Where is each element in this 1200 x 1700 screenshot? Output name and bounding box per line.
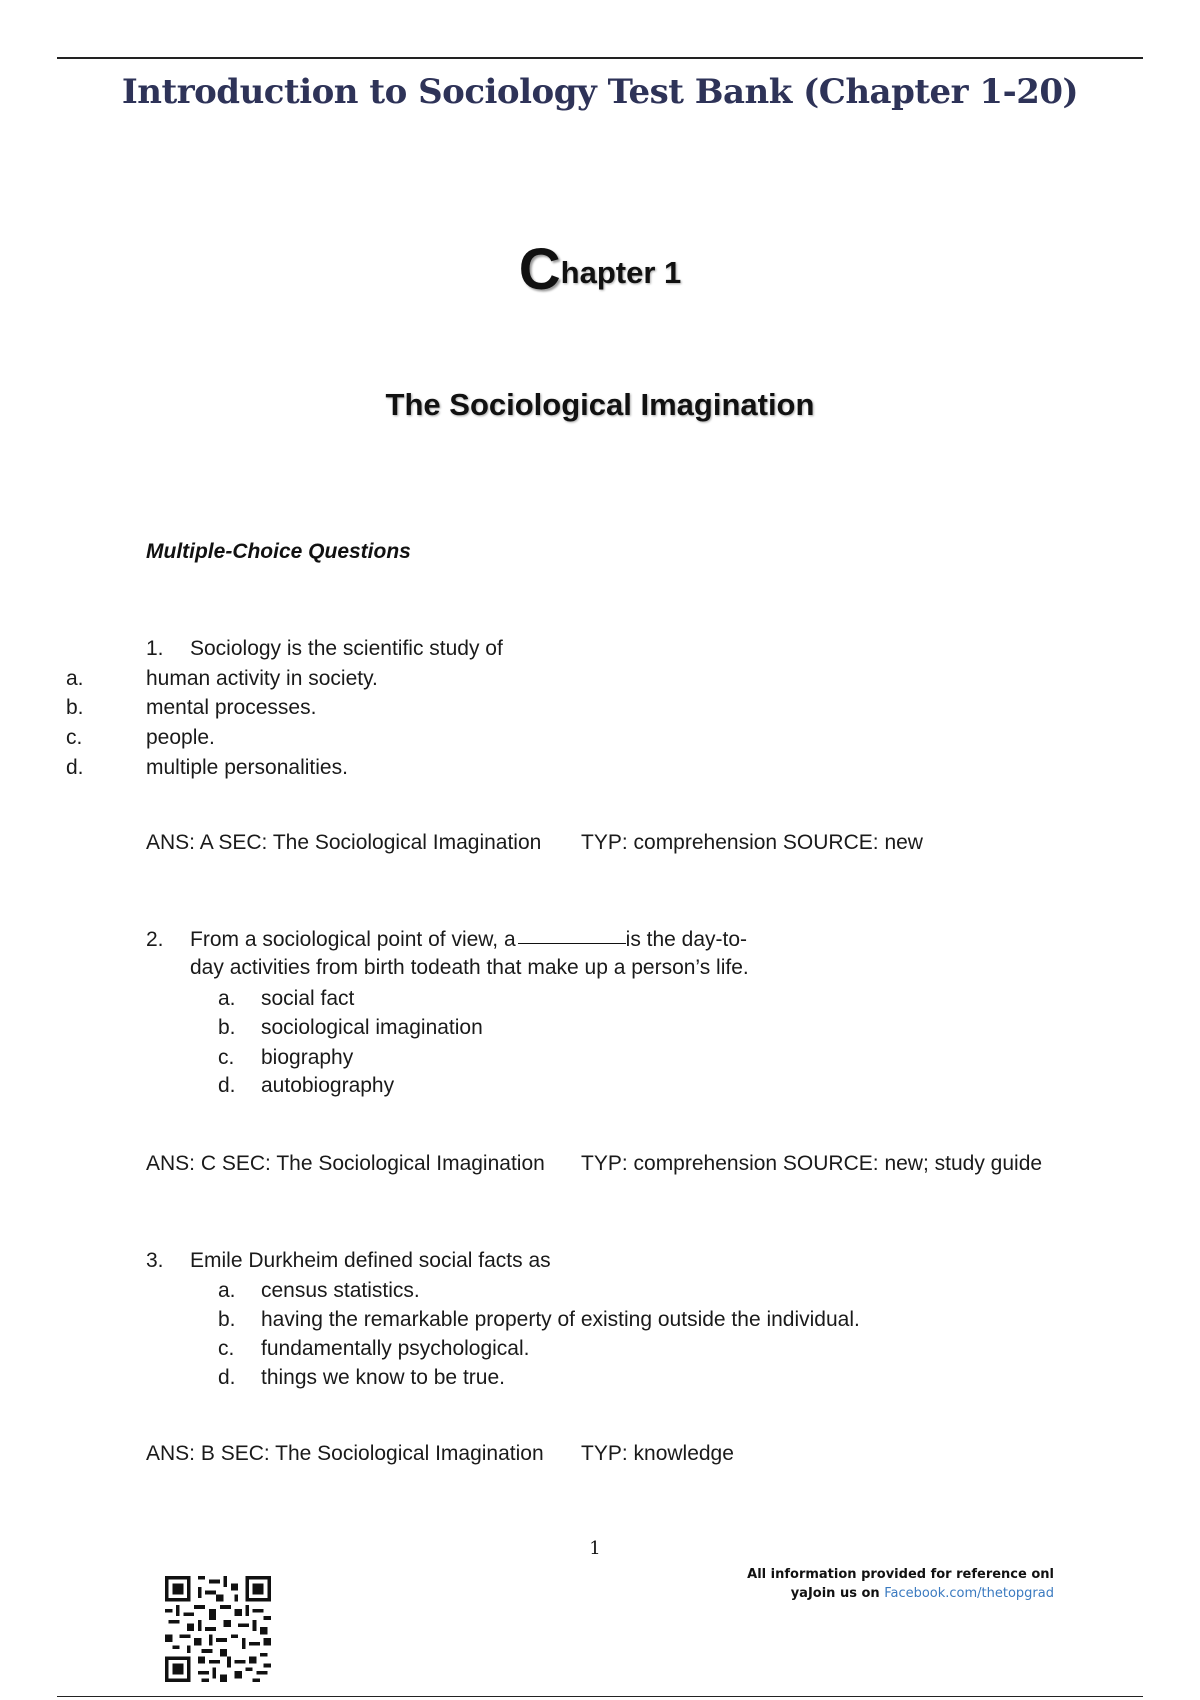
chapter-subtitle: The Sociological Imagination <box>385 387 815 422</box>
q3-option-b-text: having the remarkable property of existing outside the individual. <box>261 1308 860 1331</box>
question-3-number: 3. <box>146 1249 164 1272</box>
page-number: 1 <box>589 1538 601 1559</box>
q1-option-a-text: human activity in society. <box>146 667 378 690</box>
q3-option-c-label: c. <box>218 1337 235 1360</box>
q2-option-c-text: biography <box>261 1046 354 1069</box>
document-title: Introduction to Sociology Test Bank (Chapter 1-20) <box>121 72 1079 112</box>
q1-option-b-text: mental processes. <box>146 696 317 719</box>
section-heading: Multiple-Choice Questions <box>146 540 411 563</box>
question-2-text <box>190 928 747 952</box>
q2-option-d-label: d. <box>218 1074 236 1097</box>
q1-option-c-label: c. <box>66 726 83 749</box>
question-2-text-before: From a sociological point of view, a <box>190 928 516 951</box>
question-2-text-line2: day activities from birth todeath that make up a person’s life. <box>190 956 749 979</box>
facebook-link[interactable]: Facebook.com/thetopgrad <box>884 1586 1054 1601</box>
footer-join-text: yaJoin us on <box>790 1586 885 1601</box>
q1-option-c-text: people. <box>146 726 215 749</box>
q1-option-a-label: a. <box>66 667 84 690</box>
chapter-heading-rest: hapter 1 <box>560 255 682 290</box>
q3-option-a-text: census statistics. <box>261 1279 420 1302</box>
q2-option-a-label: a. <box>218 987 236 1010</box>
q3-option-a-label: a. <box>218 1279 236 1302</box>
q1-option-b-label: b. <box>66 696 84 719</box>
question-3-text: Emile Durkheim defined social facts as <box>190 1249 551 1272</box>
footer-line-2 <box>747 1584 1054 1603</box>
q1-type-source: TYP: comprehension SOURCE: new <box>581 831 923 854</box>
top-rule <box>57 57 1143 59</box>
q3-option-c-text: fundamentally psychological. <box>261 1337 530 1360</box>
question-2-text-after: is the day-to- <box>625 928 748 951</box>
q1-answer: ANS: A SEC: The Sociological Imagination <box>146 831 542 854</box>
bottom-rule <box>57 1696 1143 1697</box>
question-1-text: Sociology is the scientific study of <box>190 637 503 660</box>
chapter-heading <box>0 236 1200 303</box>
chapter-drop-cap: C <box>518 237 561 302</box>
q2-option-c-label: c. <box>218 1046 235 1069</box>
q2-option-a-text: social fact <box>261 987 355 1010</box>
footer-notice <box>747 1565 1054 1603</box>
footer-line-1: All information provided for reference onl <box>747 1567 1054 1582</box>
q2-option-b-label: b. <box>218 1016 236 1039</box>
q3-type: TYP: knowledge <box>581 1442 734 1465</box>
q2-option-d-text: autobiography <box>261 1074 395 1097</box>
q3-option-d-label: d. <box>218 1366 236 1389</box>
q2-type-source: TYP: comprehension SOURCE: new; study guide <box>581 1152 1043 1175</box>
question-2-number: 2. <box>146 928 164 951</box>
q2-answer: ANS: C SEC: The Sociological Imagination <box>146 1152 545 1175</box>
fill-in-blank <box>518 942 626 944</box>
q3-option-b-label: b. <box>218 1308 236 1331</box>
qr-code-icon[interactable] <box>165 1576 271 1682</box>
q3-option-d-text: things we know to be true. <box>261 1366 505 1389</box>
question-1-number: 1. <box>146 637 164 660</box>
q2-option-b-text: sociological imagination <box>261 1016 483 1039</box>
q3-answer: ANS: B SEC: The Sociological Imagination <box>146 1442 544 1465</box>
q1-option-d-text: multiple personalities. <box>146 756 348 779</box>
q1-option-d-label: d. <box>66 756 84 779</box>
